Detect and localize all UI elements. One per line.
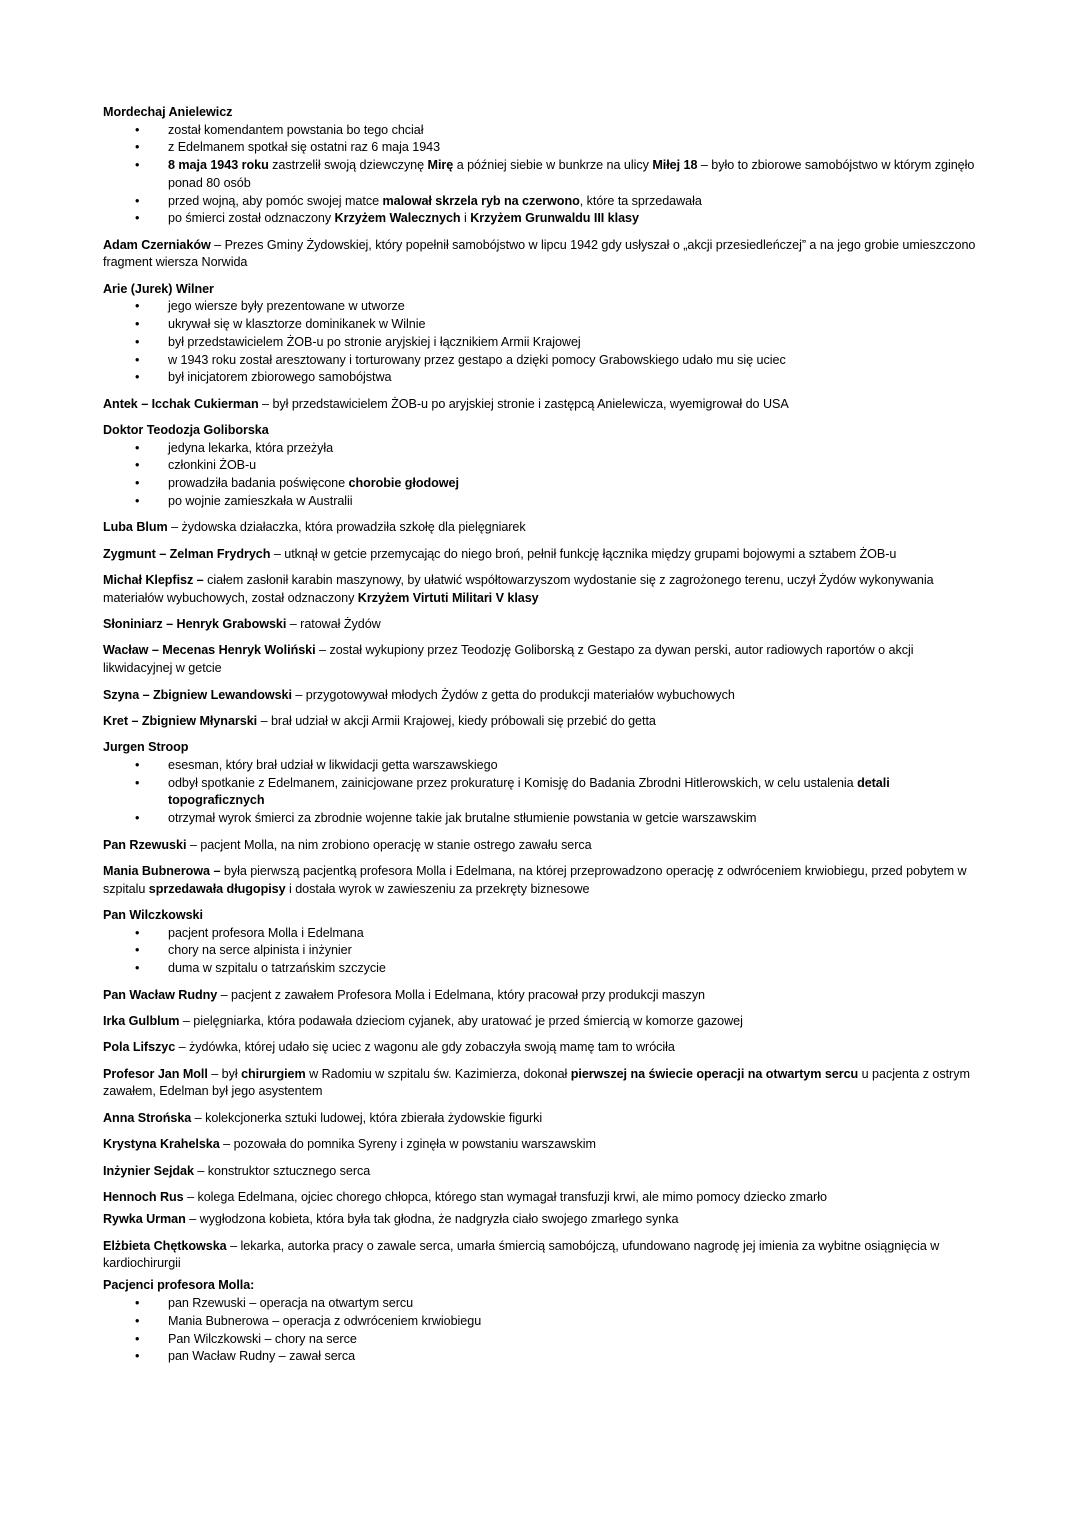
bold-text: Michał Klepfisz – [103,572,204,587]
entry [103,1163,983,1181]
text-run: – był przedstawicielem ŻOB-u po aryjskiej stronie i zastępcą Anielewicza, wyemigrował do USA [258,396,789,411]
text-run: jedyna lekarka, która przeżyła [168,440,334,455]
bullet-item [103,775,983,810]
bold-text: Wacław – Mecenas Henryk Woliński [103,643,316,658]
bullet-item [103,757,983,775]
bold-text: Zygmunt – Zelman Frydrych [103,546,271,561]
text-run: otrzymał wyrok śmierci za zbrodnie wojenne takie jak brutalne stłumienie powstania w getcie warszawskim [168,811,757,826]
entry [103,713,983,731]
text-run: – było to zbiorowe samobójstwo w którym zginęło ponad 80 osób [168,158,975,190]
text-run: pan Wacław Rudny – zawał serca [168,1349,356,1364]
text-run: – pozowała do pomnika Syreny i zginęła w powstaniu warszawskim [219,1137,596,1152]
entry-paragraph [103,396,983,414]
entry-paragraph [103,687,983,705]
entry [103,987,983,1005]
text-run: ciałem zasłonił karabin maszynowy, by ułatwić współtowarzyszom wydostanie się z zagrożonego terenu, uczył Żydów wykonywania materiałów wybuchowych, został odznaczony [103,572,934,605]
text-run: był przedstawicielem ŻOB-u po stronie aryjskiej i łącznikiem Armii Krajowej [168,334,581,349]
bold-text: Pan Wacław Rudny [103,987,218,1002]
entry [103,1110,983,1128]
bold-text: Słoniniarz – Henryk Grabowski [103,617,287,632]
document-body [103,104,983,1375]
entry [103,422,983,511]
entry-paragraph [103,237,983,272]
entry-paragraph [103,1163,983,1181]
text-run: – ratował Żydów [286,617,381,632]
bullet-item [103,1348,983,1366]
bullet-item [103,810,983,828]
text-run: u pacjenta z ostrym zawałem, Edelman był jego asystentem [103,1066,970,1099]
bold-text: Mania Bubnerowa – [103,863,221,878]
entry [103,907,983,978]
bold-text: malował skrzela ryb na czerwono [382,193,580,208]
bold-text: chirurgiem [241,1066,306,1081]
text-run: Pan Wilczkowski – chory na serce [168,1331,357,1346]
bullet-item [103,122,983,140]
bullet-list [103,122,983,228]
bullet-list [103,925,983,978]
text-run: w 1943 roku został aresztowany i torturowany przez gestapo a dzięki pomocy Grabowskiego udało mu się uciec [168,352,786,367]
text-run: – pacjent Molla, na nim zrobiono operację w stanie ostrego zawału serca [186,837,592,852]
text-run: a później siebie w bunkrze na ulicy [453,158,653,173]
bold-text: Elżbieta Chętkowska [103,1238,227,1253]
bold-text: Hennoch Rus [103,1189,184,1204]
entry-heading [103,104,983,122]
bold-text: Mordechaj Anielewicz [103,105,233,119]
entry [103,519,983,537]
bold-text: chorobie głodowej [348,476,459,491]
bold-text: Doktor Teodozja Goliborska [103,423,269,437]
text-run: chory na serce alpinista i inżynier [168,943,352,958]
text-run: , które ta sprzedawała [579,193,702,208]
text-run: w Radomiu w szpitalu św. Kazimierza, dokonał [305,1066,571,1081]
bold-text: Antek – Icchak Cukierman [103,396,259,411]
text-run: – lekarka, autorka pracy o zawale serca, umarła śmiercią samobójczą, ufundowano nagrodę jej imienia za wybitne osiągnięcia w kardiochirurgii [103,1238,940,1271]
entry [103,1211,983,1229]
text-run: esesman, który brał udział w likwidacji getta warszawskiego [168,758,498,773]
bullet-item [103,1313,983,1331]
text-run: była pierwszą pacjentką profesora Molla i Edelmana, na której przeprowadzono operację z odwróceniem krwiobiegu, przed pobytem w szpitalu [103,863,967,896]
text-run: duma w szpitalu o tatrzańskim szczycie [168,961,386,976]
bold-text: Pacjenci profesora Molla: [103,1278,255,1293]
entry-heading [103,907,983,925]
bullet-item [103,960,983,978]
entry-paragraph [103,546,983,564]
entry [103,546,983,564]
entry-paragraph [103,837,983,855]
entry-heading [103,422,983,440]
text-run: pacjent profesora Molla i Edelmana [168,925,364,940]
entry-paragraph [103,987,983,1005]
bold-text: 8 maja 1943 roku [168,158,269,173]
entry [103,739,983,828]
bullet-item [103,193,983,211]
bullet-item [103,475,983,493]
entry [103,281,983,387]
bullet-item [103,157,983,192]
bullet-item [103,316,983,334]
entry-paragraph [103,519,983,537]
bold-text: Profesor Jan Moll [103,1066,208,1081]
entry [103,687,983,705]
text-run: – pacjent z zawałem Profesora Molla i Edelmana, który pracował przy produkcji maszyn [217,987,706,1002]
bold-text: Jurgen Stroop [103,740,189,755]
bullet-item [103,298,983,316]
bold-text: Mirę [427,158,454,173]
bullet-item [103,369,983,387]
bold-text: Pan Wilczkowski [103,908,203,923]
bullet-item [103,457,983,475]
bullet-item [103,925,983,943]
text-run: po wojnie zamieszkała w Australii [168,493,353,508]
bold-text: Inżynier Sejdak [103,1163,194,1178]
text-run: był inicjatorem zbiorowego samobójstwa [168,370,392,385]
text-run: pan Rzewuski – operacja na otwartym sercu [168,1296,414,1311]
entry [103,837,983,855]
entry [103,104,983,228]
bold-text: Adam Czerniaków [103,237,211,252]
bold-text: Rywka Urman [103,1212,186,1227]
text-run: prowadziła badania poświęcone [168,476,349,491]
text-run: został komendantem powstania bo tego chciał [168,122,424,137]
bold-text: Anna Strońska [103,1110,192,1125]
text-run: przed wojną, aby pomóc swojej matce [168,193,383,208]
bold-text: Miłej 18 [652,158,698,173]
text-run: – konstruktor sztucznego serca [193,1163,371,1178]
text-run: zastrzelił swoją dziewczynę [268,158,428,173]
entry-paragraph [103,1013,983,1031]
entry [103,237,983,272]
bullet-list [103,757,983,828]
bullet-list [103,440,983,511]
bullet-item [103,352,983,370]
bullet-item [103,139,983,157]
entry-paragraph [103,1136,983,1154]
entry [103,1277,983,1366]
entry [103,1013,983,1031]
entry [103,616,983,634]
bullet-list [103,1295,983,1366]
entry-paragraph [103,1039,983,1057]
bullet-item [103,210,983,228]
bold-text: Irka Gulblum [103,1013,180,1028]
text-run: – utknął w getcie przemycając do niego broń, pełnił funkcję łącznika między grupami bojowymi a sztabem ŻOB-u [270,546,897,561]
entry-paragraph [103,616,983,634]
bullet-item [103,493,983,511]
bold-text: Arie (Jurek) Wilner [103,281,214,296]
bullet-item [103,334,983,352]
entry-paragraph [103,1238,983,1273]
entry [103,396,983,414]
entry [103,1136,983,1154]
text-run: jego wiersze były prezentowane w utworze [168,299,405,314]
entry-paragraph [103,1066,983,1101]
bold-text: Szyna – Zbigniew Lewandowski [103,687,292,702]
text-run: Mania Bubnerowa – operacja z odwróceniem krwiobiegu [168,1313,482,1328]
bullet-item [103,440,983,458]
entry [103,1066,983,1101]
text-run: i dostała wyrok w zawieszeniu za przekręty biznesowe [285,881,590,896]
text-run: – żydówka, której udało się uciec z wagonu ale gdy zobaczyła swoją mamę tam to wróciła [175,1040,675,1055]
bold-text: pierwszej na świecie operacji na otwartym sercu [570,1066,859,1081]
entry-paragraph [103,1110,983,1128]
entry-heading [103,281,983,299]
bullet-item [103,942,983,960]
text-run: po śmierci został odznaczony [168,211,335,226]
bold-text: sprzedawała długopisy [148,881,286,896]
text-run: członkini ŻOB-u [168,458,257,473]
text-run: – wygłodzona kobieta, która była tak głodna, że nadgryzła ciało swojego zmarłego synka [185,1212,679,1227]
text-run: z Edelmanem spotkał się ostatni raz 6 maja 1943 [168,140,441,155]
bold-text: Krzyżem Virtuti Militari V klasy [357,590,539,605]
bold-text: Krystyna Krahelska [103,1137,220,1152]
text-run: – przygotowywał młodych Żydów z getta do produkcji materiałów wybuchowych [291,687,735,702]
entry-paragraph [103,642,983,677]
text-run: – pielęgniarka, która podawała dzieciom cyjanek, aby uratować je przed śmiercią w komorze gazowej [179,1013,743,1028]
entry [103,572,983,607]
text-run: – został wykupiony przez Teodozję Goliborską z Gestapo za dywan perski, autor radiowych raportów o akcji likwidacyjnej w getcie [103,643,914,676]
entry-paragraph [103,572,983,607]
entry [103,1039,983,1057]
bold-text: Luba Blum [103,520,168,535]
bold-text: Krzyżem Walecznych [334,211,461,226]
bold-text: Pan Rzewuski [103,837,187,852]
entry-paragraph [103,1211,983,1229]
bullet-list [103,298,983,387]
bold-text: detali topograficznych [168,775,890,808]
text-run: – był [207,1066,242,1081]
entry [103,863,983,898]
entry [103,1189,983,1207]
text-run: odbył spotkanie z Edelmanem, zainicjowane przez prokuraturę i Komisję do Badania Zbrodni Hitlerowskich, w celu ustalenia [168,775,858,790]
bold-text: Kret – Zbigniew Młynarski [103,713,258,728]
text-run: ukrywał się w klasztorze dominikanek w Wilnie [168,317,426,332]
entry-heading [103,1277,983,1295]
bullet-item [103,1331,983,1349]
text-run: – kolekcjonerka sztuki ludowej, która zbierała żydowskie figurki [191,1110,543,1125]
entry-heading [103,739,983,757]
text-run: – Prezes Gminy Żydowskiej, który popełnił samobójstwo w lipcu 1942 gdy usłyszał o „akcji przesiedleńczej” a na jego grobie umieszczono fragment wiersza Norwida [103,237,976,270]
entry [103,1238,983,1273]
entry-paragraph [103,863,983,898]
bullet-item [103,1295,983,1313]
bold-text: Pola Lifszyc [103,1040,176,1055]
text-run: – brał udział w akcji Armii Krajowej, kiedy próbowali się przebić do getta [257,713,656,728]
entry-paragraph [103,713,983,731]
entry-paragraph [103,1189,983,1207]
text-run: i [460,211,471,226]
bold-text: Krzyżem Grunwaldu III klasy [470,211,639,226]
text-run: – żydowska działaczka, która prowadziła szkołę dla pielęgniarek [167,520,526,535]
text-run: – kolega Edelmana, ojciec chorego chłopca, którego stan wymagał transfuzji krwi, ale mimo pomocy dziecko zmarło [183,1189,827,1204]
entry [103,642,983,677]
